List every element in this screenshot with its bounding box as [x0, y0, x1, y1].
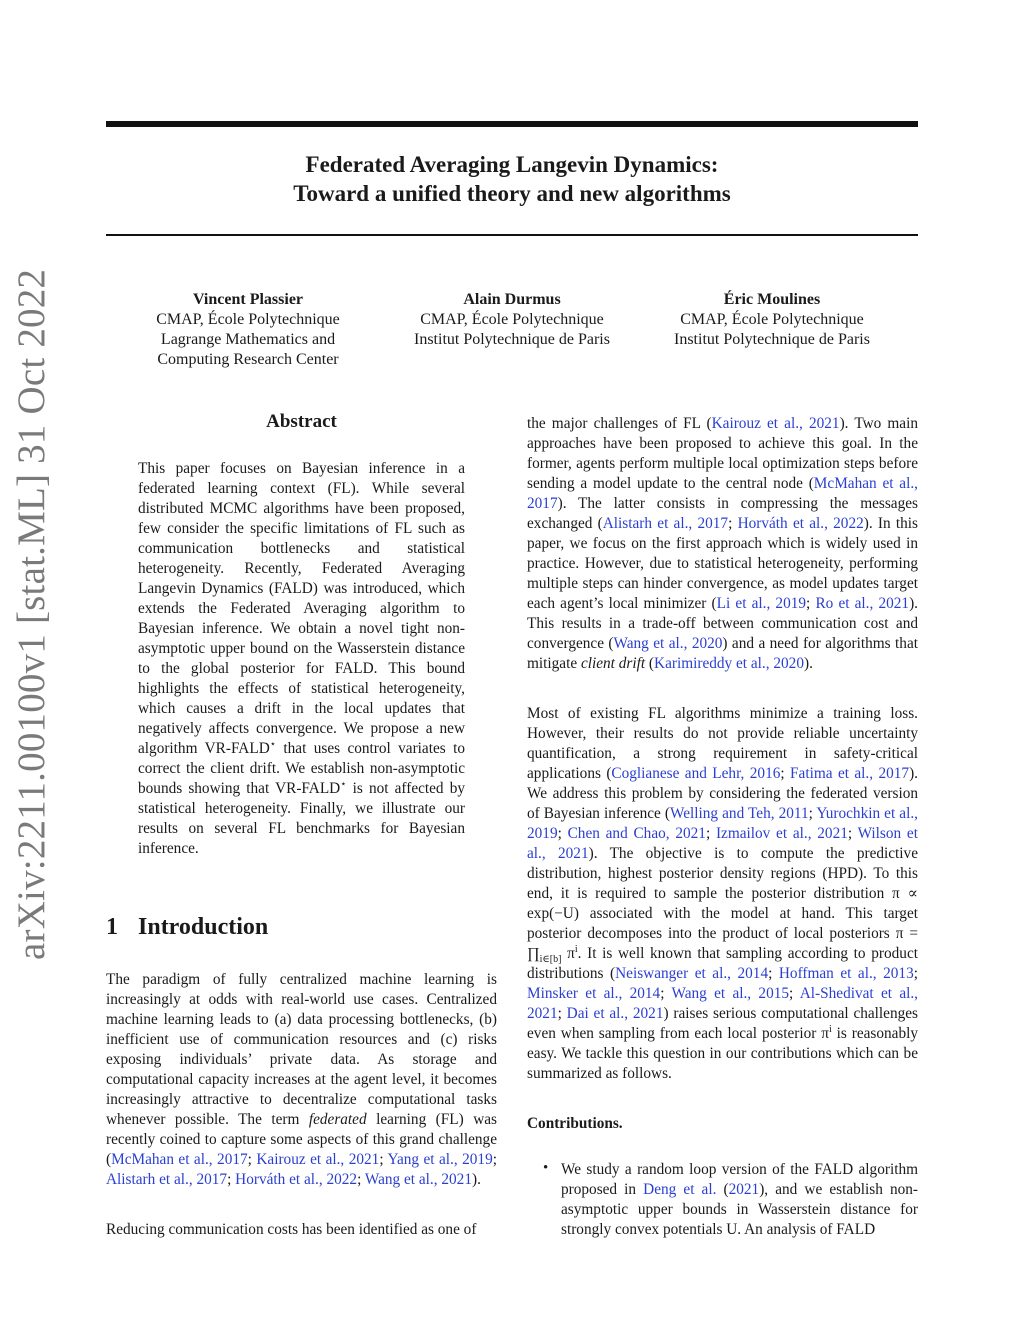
- citation-link[interactable]: Alistarh et al., 2017: [602, 515, 729, 532]
- author-block-1: [130, 290, 366, 370]
- citation-link[interactable]: Al-Shedivat et al., 2021: [527, 985, 919, 1022]
- citation-link[interactable]: Ro et al., 2021: [815, 595, 910, 612]
- author-affiliation: CMAP, École Polytechnique: [156, 311, 340, 328]
- author-name: Éric Moulines: [723, 291, 821, 308]
- title-line-2: Toward a unified theory and new algorithms: [293, 181, 731, 206]
- citation-link[interactable]: Deng et al.: [643, 1181, 717, 1198]
- paper-title: [106, 150, 918, 208]
- citation-link[interactable]: Li et al., 2019: [716, 595, 807, 612]
- citation-link[interactable]: Neiswanger et al., 2014: [615, 965, 769, 982]
- author-affiliation: Institut Polytechnique de Paris: [414, 331, 610, 348]
- algorithm-name: VR-FALD⋆: [204, 738, 277, 757]
- citation-link[interactable]: Kairouz et al., 2021: [256, 1151, 380, 1168]
- author-block-3: [652, 290, 892, 350]
- citation-link[interactable]: Yang et al., 2019: [387, 1151, 493, 1168]
- citation-link[interactable]: Wang et al., 2020: [613, 635, 723, 652]
- author-name: Alain Durmus: [463, 291, 561, 308]
- author-affiliation: CMAP, École Polytechnique: [420, 311, 604, 328]
- abstract-body: This paper focuses on Bayesian inference in a federated learning context (FL). While several distributed MCMC algorithms have been proposed, few consider the specific limitations of FL such as communication bottlenecks and statistical heterogeneity. Recently, Federated Averaging Langevin Dynamics (FALD) was introduced, which extends the Federated Averaging algorithm to Bayesian inference. We obtain a novel tight non-asymptotic upper bound on the Wasserstein distance to the global posterior for FALD. This bound highlights the effects of statistical heterogeneity, which causes a drift in the local updates that negatively affects convergence. We propose a new algorithm VR-FALD⋆ that uses control variates to correct the client drift. We establish non-asymptotic bounds showing that VR-FALD⋆ is not affected by statistical heterogeneity. Finally, we illustrate our results on several FL benchmarks for Bayesian inference.: [138, 460, 465, 857]
- citation-link[interactable]: 2021: [728, 1181, 760, 1198]
- citation-link[interactable]: Izmailov et al., 2021: [715, 825, 848, 842]
- citation-link[interactable]: Chen and Chao, 2021: [567, 825, 706, 842]
- title-line-1: Federated Averaging Langevin Dynamics:: [305, 152, 719, 177]
- citation-link[interactable]: McMahan et al., 2017: [527, 475, 918, 512]
- intro-paragraph-3: Most of existing FL algorithms minimize a training loss. However, their results do not provide reliable uncertainty quantification, a strong requirement in safety-critical applications (Coglianese and Lehr, 2016; Fatima et al., 2017). We address this problem by considering the federated version of Bayesian inference (Welling and Teh, 2011; Yurochkin et al., 2019; Chen and Chao, 2021; Izmailov et al., 2021; Wilson et al., 2021). The objective is to compute the predictive distribution, highest posterior density regions (HPD). To this end, it is required to sample the posterior distribution π ∝ exp(−U) associated with the model at hand. This target posterior decomposes into the product of local posteriors $\pi = \prod_{i\in[b]}$ $\pi^i$. It is well known that sampling according to product distributions (Neiswanger et al., 2014; Hoffman et al., 2013; Minsker et al., 2014; Wang et al., 2015; Al-Shedivat et al., 2021; Dai et al., 2021) raises serious computational challenges even when sampling from each local posterior $\pi^i$ is reasonably easy. We tackle this question in our contributions which can be summarized as follows.: [527, 705, 919, 1082]
- citation-link[interactable]: Minsker et al., 2014: [527, 985, 661, 1002]
- citation-link[interactable]: Dai et al., 2021: [566, 1005, 664, 1022]
- title-rule-bottom: [106, 234, 918, 236]
- intro-paragraph-2-continued: the major challenges of FL (Kairouz et al., 2021). Two main approaches have been proposed to achieve this goal. In the former, agents perform multiple local optimization steps before sending a model update to the central node (McMahan et al., 2017). The latter consists in compressing the messages exchanged (Alistarh et al., 2017; Horváth et al., 2022). In this paper, we focus on the first approach which is widely used in practice. However, due to statistical heterogeneity, performing multiple steps can hinder convergence, as model updates target each agent’s local minimizer (Li et al., 2019; Ro et al., 2021). This results in a trade-off between communication cost and convergence (Wang et al., 2020) and a need for algorithms that mitigate client drift (Karimireddy et al., 2020).: [527, 415, 918, 672]
- author-affiliation: Institut Polytechnique de Paris: [674, 331, 870, 348]
- citation-link[interactable]: Kairouz et al., 2021: [711, 415, 840, 432]
- contribution-item-1: We study a random loop version of the FALD algorithm proposed in Deng et al. (2021), and we establish non-asymptotic upper bounds in Wasserstein distance for strongly convex potentials U. An analysis of FALD: [561, 1161, 918, 1238]
- citation-link[interactable]: Wang et al., 2015: [671, 985, 790, 1002]
- citation-link[interactable]: Horváth et al., 2022: [737, 515, 864, 532]
- citation-link[interactable]: Karimireddy et al., 2020: [654, 655, 804, 672]
- intro-paragraph-1: The paradigm of fully centralized machine learning is increasingly at odds with real-world use cases. Centralized machine learning leads to (a) data processing bottlenecks, (b) inefficient use of communication resources and (c) risks exposing individuals’ private data. As storage and computational capacity increases at the agent level, it becomes increasingly attractive to decentralize computational tasks whenever possible. The term federated learning (FL) was recently coined to capture some aspects of this grand challenge (McMahan et al., 2017; Kairouz et al., 2021; Yang et al., 2019; Alistarh et al., 2017; Horváth et al., 2022; Wang et al., 2021).: [106, 971, 497, 1188]
- citation-link[interactable]: Wilson et al., 2021: [527, 825, 918, 862]
- title-rule-top: [106, 121, 918, 127]
- citation-link[interactable]: Fatima et al., 2017: [790, 765, 910, 782]
- algorithm-name: VR-FALD⋆: [275, 778, 347, 797]
- bullet-marker: •: [543, 1160, 549, 1176]
- citation-link[interactable]: Horváth et al., 2022: [235, 1171, 358, 1188]
- citation-link[interactable]: Alistarh et al., 2017: [106, 1171, 228, 1188]
- contributions-heading: Contributions.: [527, 1115, 623, 1132]
- section-heading-introduction: 1 Introduction: [106, 914, 269, 940]
- intro-paragraph-2-start: Reducing communication costs has been identified as one of: [106, 1221, 477, 1238]
- citation-link[interactable]: Coglianese and Lehr, 2016: [611, 765, 781, 782]
- author-affiliation: Computing Research Center: [157, 351, 339, 368]
- author-affiliation: CMAP, École Polytechnique: [680, 311, 864, 328]
- citation-link[interactable]: Welling and Teh, 2011: [670, 805, 809, 822]
- citation-link[interactable]: Wang et al., 2021: [364, 1171, 472, 1188]
- citation-link[interactable]: McMahan et al., 2017: [111, 1151, 248, 1168]
- citation-link[interactable]: Yurochkin et al., 2019: [527, 805, 918, 842]
- author-name: Vincent Plassier: [192, 291, 304, 308]
- author-block-2: [392, 290, 632, 350]
- author-affiliation: Lagrange Mathematics and: [160, 331, 336, 348]
- citation-link[interactable]: Hoffman et al., 2013: [778, 965, 914, 982]
- arxiv-identifier-stamp: arXiv:2211.00100v1 [stat.ML] 31 Oct 2022: [10, 268, 53, 960]
- abstract-heading: Abstract: [266, 411, 337, 432]
